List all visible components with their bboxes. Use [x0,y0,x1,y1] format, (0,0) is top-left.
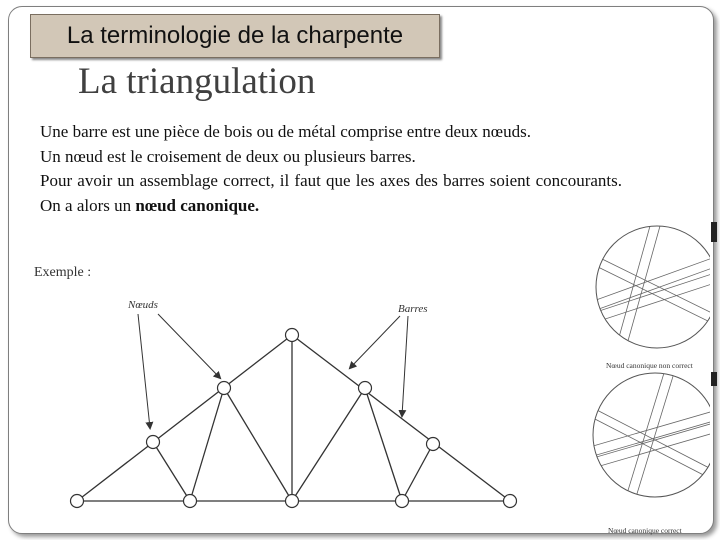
node [396,495,409,508]
node [218,382,231,395]
arrow-to-node-upper [158,314,220,378]
detail-circle [596,226,710,348]
web-bar [224,388,292,501]
definition-node: Un nœud est le croisement de deux ou plusieurs barres. [40,146,416,166]
bars-label: Barres [398,303,428,315]
node [147,436,160,449]
web-bar [153,442,190,501]
detail-circle [593,373,710,497]
detail-correct-node [593,373,710,535]
detail-correct-caption: Nœud canonique correct [608,526,682,535]
edge-mark [711,372,717,386]
top-chord-left [77,335,292,501]
detail-incorrect-caption: Nœud canonique non correct [606,361,693,370]
canonical-term: nœud canonique. [135,195,260,215]
page-title: La triangulation [78,61,316,102]
truss-nodes [71,329,517,508]
node [286,329,299,342]
detail-incorrect-node [596,226,710,370]
node [71,495,84,508]
top-chord-right [292,335,510,501]
truss-bars [77,335,510,501]
web-bar [292,388,365,501]
edge-mark [711,222,717,242]
canonical-text: Pour avoir un assemblage correct, il faut que les axes des barres soient concourants. On a alors un [40,171,622,215]
node [427,438,440,451]
header-banner [30,14,440,58]
arrow-to-bar-upper [350,316,400,368]
definition-bar: Une barre est une pièce de bois ou de métal comprise entre deux nœuds. [40,122,531,141]
example-label: Exemple : [34,265,92,280]
arrow-to-bar-right [402,316,408,416]
web-bar [190,388,224,501]
definition-canonical [40,169,622,218]
node [286,495,299,508]
leader-arrows [138,314,408,428]
node [504,495,517,508]
header-title: La terminologie de la charpente [66,22,404,49]
node [359,382,372,395]
arrow-to-node-left [138,314,150,428]
web-bar [402,444,433,501]
truss-diagram [10,220,710,536]
nodes-label: Nœuds [128,299,158,311]
body-text [40,120,622,218]
node [184,495,197,508]
